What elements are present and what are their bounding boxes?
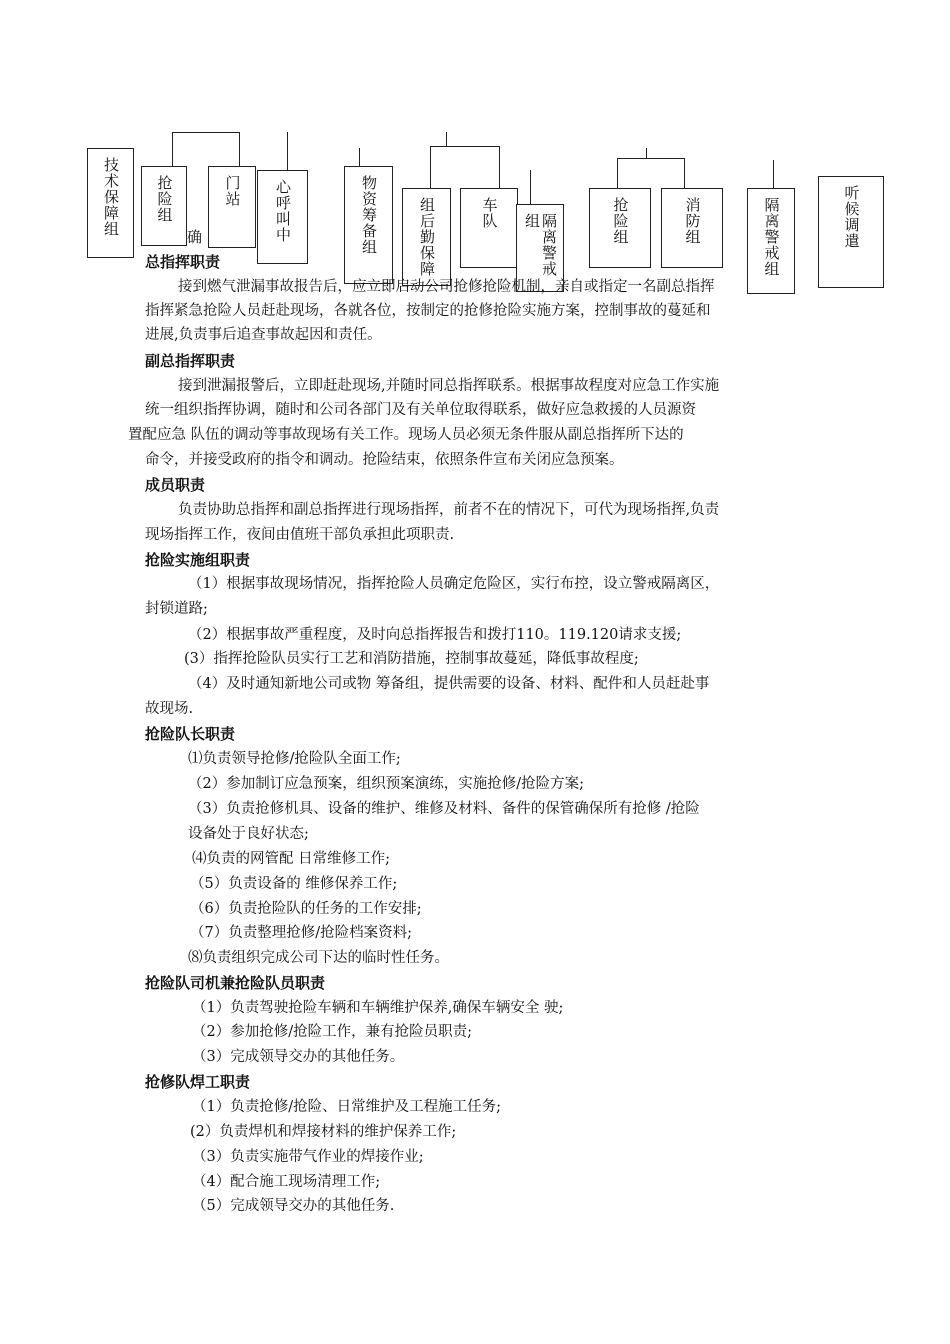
text-line: ⑷负责的网管配 日常维修工作; [192, 851, 390, 867]
text-line: （4）及时通知新地公司或物 筹备组，提供需要的设备、材料、配件和人员赶赴事 [188, 676, 710, 692]
connector-line [359, 148, 360, 168]
text-line: （7）负责整理抢修/抢险档案资料; [190, 925, 412, 941]
text-line: 故现场. [145, 701, 194, 717]
text-line: 负责协助总指挥和副总指挥进行现场指挥，前者不在的情况下，可代为现场指挥,负责 [178, 502, 720, 518]
text-line: （6）负责抢险队的任务的工作安排; [190, 901, 422, 917]
text-line: （3）完成领导交办的其他任务。 [192, 1049, 405, 1065]
connector-line [617, 158, 618, 188]
org-box: 技术保障组 [87, 148, 134, 258]
text-line: （5）负责设备的 维修保养工作; [190, 876, 398, 892]
text-line: 进展,负责事后追查事故起因和责任。 [145, 327, 382, 343]
connector-line [172, 132, 173, 168]
text-line: 设备处于良好状态; [188, 826, 309, 842]
text-line: （2）根据事故严重程度，及时向总指挥报告和拨打110。119.120请求支援; [188, 627, 682, 643]
connector-line [172, 132, 240, 133]
connector-line [684, 158, 685, 188]
connector-line [430, 146, 500, 147]
text-line: 接到泄漏报警后，立即赶赴现场,并随时同总指挥联系。根据事故程度对应急工作实施 [178, 378, 720, 394]
text-line: 指挥紧急抢险人员赶赴现场，各就各位，按制定的抢修抢险实施方案，控制事故的蔓延和 [145, 303, 711, 319]
org-box: 抢险组 [141, 166, 187, 246]
text-line: （1）负责驾驶抢险车辆和车辆维护保养,确保车辆安全 驶; [192, 1000, 564, 1016]
org-box: 抢险组 [589, 188, 651, 268]
org-box: 物资筹备组 [344, 166, 393, 284]
connector-line [773, 160, 774, 188]
text-line: ⑴负责领导抢修/抢险队全面工作; [188, 751, 401, 767]
org-box: 隔离警戒组 [516, 204, 564, 292]
text-line: ⑻负责组织完成公司下达的临时性任务。 [188, 950, 449, 966]
connector-line [430, 146, 431, 188]
section-title: 抢险队司机兼抢险队员职责 [145, 974, 326, 992]
text-line: （5）完成领导交办的其他任务. [192, 1198, 395, 1214]
section-title: 抢修队焊工职责 [145, 1073, 251, 1091]
org-box: 隔离警戒组 [747, 188, 795, 294]
connector-line [530, 170, 531, 204]
text-line: （4）配合施工现场清理工作; [192, 1174, 381, 1190]
connector-line [646, 148, 647, 158]
text-line: (2）负责焊机和焊接材料的维护保养工作; [190, 1124, 457, 1140]
section-title: 抢险队长职责 [145, 725, 236, 743]
org-box: 车队 [460, 188, 518, 268]
connector-line [617, 158, 685, 159]
overlap-fragment: 确 [187, 228, 203, 246]
connector-line [499, 146, 500, 188]
org-chart [0, 0, 950, 300]
text-line: (3）指挥抢险队员实行工艺和消防措施，控制事故蔓延，降低事故程度; [184, 651, 639, 667]
org-box: 门站 [208, 166, 256, 248]
text-line: （2）参加制订应急预案，组织预案演练，实施抢修/抢险方案; [188, 776, 584, 792]
org-box: 消防组 [661, 188, 723, 268]
section-title: 副总指挥职责 [145, 352, 236, 370]
text-line: 封锁道路; [145, 601, 208, 617]
connector-line [287, 132, 288, 172]
org-box: 听候调遣 [818, 176, 884, 288]
text-line: （1）负责抢修/抢险、日常维护及工程施工任务; [192, 1099, 501, 1115]
text-line: 现场指挥工作，夜间由值班干部负承担此项职责. [145, 527, 455, 543]
text-line: 命令，并接受政府的指令和调动。抢险结束，依照条件宣布关闭应急预案。 [145, 452, 624, 468]
text-line: 接到燃气泄漏事故报告后，应立即启动公司抢修抢险机制，亲自或指定一名副总指挥 [178, 279, 715, 295]
section-title: 抢险实施组职责 [145, 551, 251, 569]
section-title: 总指挥职责 [145, 253, 221, 271]
text-line: （3）负责实施带气作业的焊接作业; [192, 1149, 424, 1165]
text-line: （3）负责抢修机具、设备的维护、维修及材料、备件的保管确保所有抢修 /抢险 [188, 801, 700, 817]
section-title: 成员职责 [145, 476, 206, 494]
text-line: 统一组织指挥协调，随时和公司各部门及有关单位取得联系，做好应急救援的人员源资 [145, 402, 696, 418]
text-line: （2）参加抢修/抢险工作，兼有抢险员职责; [192, 1024, 472, 1040]
text-line: （1）根据事故现场情况，指挥抢险人员确定危险区，实行布控，设立警戒隔离区， [188, 576, 720, 592]
text-line: 置配应急 队伍的调动等事故现场有关工作。现场人员必须无条件服从副总指挥所下达的 [128, 427, 684, 443]
connector-line [239, 132, 240, 168]
org-box: 心呼叫中 [257, 170, 308, 264]
connector-line [446, 132, 447, 146]
org-box: 组后勤保障 [402, 188, 451, 286]
